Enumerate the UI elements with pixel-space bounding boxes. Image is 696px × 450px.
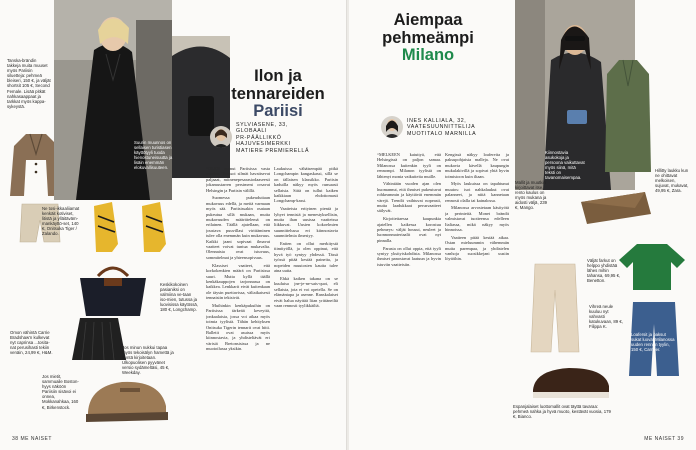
- caption-shorts: Jos minun nukkui tapaa myös tekoisälyn hamettä ja illyntä kirjoitetaan. Ulkopuolisen pyyvänet versio sydämeltäsi, 45 €, Weekday.: [122, 345, 174, 376]
- byline-line: VAATESUUNNITTELIJA: [407, 124, 476, 131]
- byline-line: HAJUVESIMERKKI: [236, 141, 291, 148]
- paragraph: Suomessa pukeuduttaan mukavuus edellä, ja meitä varmaan myös sää. Pariisissakin osataan pukeutua sillä mukaan, mutta mukavuuden määrittelemä on erilainen. Täällä ajatellaan, että joustava puuvillasi virittäminen tulee olla enemmän kuin mukavuus. Kaikki jaant sopivaat ilmavat vaatteet voivat tuntua mukavalta. Olennaista ovat istuvuus, sommitelmat ja yhteensopivuus.: [206, 195, 270, 260]
- caption-bag: Keskikokoinen pasianiksi on valmiina ve-taan iso-mien, tutussa ja luovisissa käytössä, 180 €, Longchamp.: [160, 282, 198, 313]
- paragraph: Myös laukuissa on tapahtunut muutos: isot nahkalaukut ovat palanneet, ja niitä kannetaan rennosti olalla tai kainalossa.: [445, 181, 509, 203]
- paragraph: Vähintään vuoden ajan olen huomannut, että ihmiset pukeutuvat rohkeammin ja käyttävät enemmän värejä. Trendit vaihtuvat nopeasti, mutta laadukkaat perusvaatteet säilyvät.: [377, 181, 441, 214]
- paragraph: Parasta on ollut oppia, että tyyli syntyy yksityiskohdista. Milanossa ihmiset panostavat laatuun ja hyvin istuviin vaatteisiin.: [377, 245, 441, 267]
- paragraph: Ehkä kaiken takana on se kuuluisa jne-je-ne-sais-quoi, eli sellaista, jota ei voi opetella. Se on elämäntapa ja asenne. Ranskalaiset eivät halua näyttää liian yrittäneiltä vaan rennosti tyylikkäiltä.: [274, 275, 338, 308]
- headline-line-1: Ilon ja: [254, 67, 302, 85]
- product-sneakers-photo: [82, 196, 182, 258]
- paragraph: “MELKEEN kaiuttyä, että Helsingissä on paljon samaa. Milanossa kuitenkin tyyli on rennompi. Milanon tyylistä on lähtenyt monia vaikutteita muille.: [377, 152, 441, 179]
- caption-boots: Loafersit ja paksut sukat luovat Milanossa uuden rennon tyylin, 150 €, Camper.: [631, 332, 675, 353]
- article-column-2: [445, 152, 509, 438]
- headline-line-1: Aiempaa: [393, 11, 463, 29]
- caption-jacket: Tanska-brändin takkeja muita muuset myös Pariisin siluetteja: pehmeä bleiseri, 150 €, ja väljät shortsit 105 €, Second Female. Lisää pitkät nahkasaappaat ja tarkkat myös kappa-sykeystä.: [7, 58, 51, 109]
- paragraph: Kengissä näkyy loafereita ja paksupohjaisia malleja. Ne ovat mukavia kävellä kaupungin mukulakivillä ja sopivat yhtä hyvin toimistoon kuin iltaan.: [445, 152, 509, 179]
- caption-trench: Mallit ja muutkin kirjoittavat itse, rento kaulus on myös mukana ja aidosti väljä, 239 €, Mango.: [515, 180, 548, 211]
- page-folio-right: ME NAISET 39: [644, 436, 684, 442]
- byline-line: INES KALLIALA, 32,: [407, 118, 467, 124]
- portrait-ines-kalliala: [381, 116, 403, 138]
- byline-line: MUOTITALO MARNILLA: [407, 130, 477, 137]
- article-headline-milano: [363, 12, 493, 65]
- caption-clutch: Hillitty laukku kun ne ohittavat melkoisen, sujuvat, mukavat, 49,95 €, Zara.: [655, 168, 689, 194]
- page-folio-left: 38 ME NAISET: [12, 436, 52, 442]
- byline-paris: [236, 122, 340, 154]
- article-column-1: [377, 152, 441, 438]
- caption-loafer: Espanjalaiset luottomallit ovat täyttä tavaraa: pehmeä nahka ja hyvä muoto, kestävät vuosia, 179 €, Bianco.: [513, 404, 611, 420]
- headline-line-2: pehmeämpi: [382, 28, 474, 47]
- byline-line: GLOBAALI: [236, 128, 268, 135]
- left-page: [0, 0, 347, 450]
- byline-line: MATIERE PREMIERELLÄ: [236, 147, 310, 154]
- byline-line: SYLVIASENE, 33,: [236, 122, 288, 128]
- caption-street-style: Suurin muunnos on sellaisen turistiasen käyttötyyli tuoda hienostuneisuutta ja lisäin enemmän elokuvallisuuteen.: [134, 140, 173, 171]
- caption-jeans: Väljät farkut on helppo yhdistää lähes mihin tahansa, 69,95 €, Benetton.: [587, 258, 621, 284]
- product-bag-photo: [70, 262, 156, 320]
- product-clutch-photo: [575, 184, 655, 228]
- paragraph: Laukuissa vähäisempää pitkä Longchampin kangaskassi, sillä se on tällaisen klassikko. Pariisin kaduilla näkyy myös runsaasti sellaisia. Siitä on tullut kaiken kaikkiaan ehdottomasti Longchamp-kassi.: [274, 166, 338, 204]
- paragraph: Vaatteista erityinen pientä ja lyhyet tennisiä ja menestyksellisin, mutta ihan uusissa vaatteissa liikkuvat. Uusien kokoelmien suunnittelussa eri kiinnostavia suunnitelmia ilmestyy.: [274, 206, 338, 239]
- paragraph: Muihinkin kenkäpukuihin on Pariisissa tärkeää keveyttä, jonkaalaisia, jossa voi aikaa myös toimia tyylistä. Tähän kehityksen Onitsuka Tigerin tennarit ovat hitti. Balletit ovat asuissa myös kiinnostavia, ja yhdisteltävät eri värisiä Bretonsisissa ja ne muotoilussa yksikin.: [206, 302, 270, 352]
- paragraph: Klassiset vaatteet, että korkokenkien määrä on Pariisissa suuri. Mutta kyllä täällä kenkäkauppojen tarjonnassa on kaikkea. Lenkkarit eivät kuitenkaan ole täysin puettavissa, väliaikaisesti tennaisiin tekisivät.: [206, 262, 270, 301]
- paragraph: “OLEN asunut Pariisissa vasta vuoden. Tuossoi silmät havaitsevat paljaaat, mitnenepesarasiodaaseesti jokamustarren persiment orsavat Helsingin ja Pariisin välillä.: [206, 166, 270, 193]
- portrait-sylviasene: [210, 126, 232, 148]
- caption-sneakers: Ne tosi-ikkaaliiamat kenkäit kotiviset, litistä ja ylläitäväm-mankäyttö-set, 140 €, Onitsuka Tiger / Zalando.: [42, 206, 80, 237]
- product-loafer-photo: [529, 356, 613, 402]
- byline-milano: [407, 118, 507, 137]
- product-trench-photo: [603, 56, 653, 176]
- product-clog-photo: [82, 368, 172, 426]
- article-column-1: [206, 166, 270, 438]
- product-sweater-photo: [617, 240, 687, 292]
- article-column-2: [274, 166, 338, 438]
- caption-skirt: Omon vähintä Carrie Bradshaw'n kulkevat nyt caprinsa ...tosita-nat perusihasti tekiin venäin, 24,99 €, H&M.: [10, 330, 53, 356]
- paragraph: Eniten on ollut merkitystä tiimityöllä, ja olen oppinut, että hyvä työ syntyy yhdessä. Tässä työssä pitää kestää paineita, ja nopeiden muutosten kautta tulee aina uutta.: [274, 241, 338, 274]
- byline-line: PR-PÄÄLLIKKÖ: [236, 134, 282, 141]
- headline-city: Milano: [401, 46, 455, 64]
- caption-sweater: Vihreä neule kuuluu nyt vahvasti katukuvaan, 89 €, Filippa K.: [589, 304, 623, 330]
- product-skirt-photo: [70, 314, 128, 366]
- headline-line-2: tennareiden: [231, 84, 325, 103]
- article-headline-paris: [222, 68, 334, 121]
- caption-clog: Jos mietit, sammuaile Boston-hyys näköön Pariisiin sisävoi ei onnea, Mokkanahkaa, 160 €, Birkenstock.: [42, 374, 79, 410]
- product-jeans-photo: [527, 260, 583, 356]
- paragraph: Kirjoitettaessa kaupunkia ajatellen kaikessa korostuu pehmeys: väljät housut, neuleet ja luonnonmateriaalit ovat nyt pinnalla.: [377, 216, 441, 243]
- headline-city: Pariisi: [253, 102, 303, 120]
- paragraph: Vaatteen pitää kestää aikaa. Ostan mieluummin vähemmän mutta parempaa, ja yhdistelen vanhoja suosikkejani uusiin löytöihin.: [445, 234, 509, 262]
- paragraph: Milanossa arvostetaan käsityötä ja perinteitä. Monet brändit valmistavat tuotteensa edelleen Italiassa, mikä näkyy myös hinnoissa.: [445, 205, 509, 233]
- right-page: [349, 0, 696, 450]
- caption-street-style: Kiinnostavia asukokoja ja persoona vaikuttavat myös siinä, mitä teksti on tavanomaisempaa.: [545, 150, 585, 181]
